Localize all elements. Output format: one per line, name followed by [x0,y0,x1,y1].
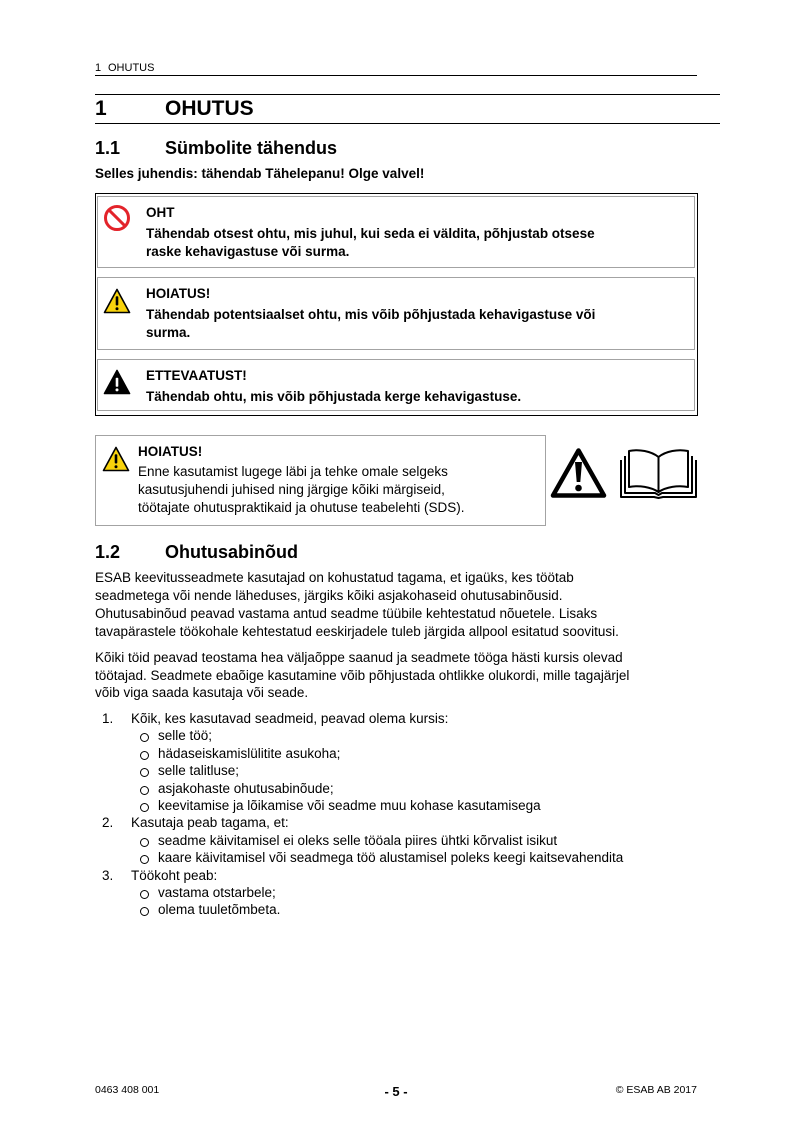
sub-list-text: olema tuuletõmbeta. [158,902,281,918]
sub-list-text: seadme käivitamisel ei oleks selle tööala piires ühtki kõrvalist isikut [158,832,558,848]
symbol-description-line: Tähendab otsest ohtu, mis juhul, kui seda ei väldita, põhjustab otsese [146,226,595,241]
sub-list-item [95,745,623,762]
section-heading-safety [95,541,298,563]
chapter-heading [95,97,254,121]
list-text: Kasutaja peab tagama, et: [131,815,289,831]
paragraph [95,569,619,641]
list-item [95,814,623,831]
symbol-entry-caution [97,359,695,411]
footer-page-number: - 5 - [384,1084,408,1099]
paragraph-line: tavapärastele töökohale kehtestatud eeskirjadele tuleb järgida allpool esitatud soovitusi. [95,624,619,639]
paragraph-line: Ohutusabinõud peavad vastama antud seadme tüübile kehtestatud nõuetele. Lisaks [95,606,598,621]
warning-triangle-icon [103,288,131,314]
notice-line: kasutusjuhendi juhised ning järgige kõiki märgiseid, [138,482,445,497]
sub-list-item [95,780,623,797]
symbol-text [146,367,521,406]
paragraph [95,649,629,702]
footer-copyright: © ESAB AB 2017 [615,1084,697,1096]
running-header-rule [95,75,697,76]
sub-list-text: keevitamise ja lõikamise või seadme muu kohase kasutamisega [158,798,541,814]
symbol-description-line: Tähendab ohtu, mis võib põhjustada kerge kehavigastuse. [146,389,522,404]
symbol-label: ETTEVAATUST! [146,368,247,383]
footer-document-number: 0463 408 001 [95,1084,160,1096]
paragraph-line: ESAB keevitusseadmete kasutajad on kohustatud tagama, et igaüks, kes töötab [95,570,574,585]
paragraph-line: võib viga saada kasutaja või seade. [95,685,309,700]
sub-list-item [95,762,623,779]
paragraph-line: Kõiki töid peavad teostama hea väljaõppe saanud ja seadmete tööga hästi kursis olevad [95,650,623,665]
chapter-title: OHUTUS [165,97,254,120]
sub-list-text: vastama otstarbele; [158,885,276,901]
list-number: 3. [102,867,114,883]
symbol-label: HOIATUS! [146,286,211,301]
warning-triangle-icon [102,446,130,472]
warning-notice [95,435,546,526]
sub-list-text: selle töö; [158,728,213,744]
symbol-entry-warning [97,277,695,350]
sub-list-text: hädaseiskamislülitite asukoha; [158,745,341,761]
sub-list-text: asjakohaste ohutusabinõude; [158,780,334,796]
symbol-description-line: Tähendab potentsiaalset ohtu, mis võib põhjustada kehavigastuse või [146,307,596,322]
general-warning-sign-icon [550,447,607,499]
symbol-text [146,204,595,260]
symbol-description-line: raske kehavigastuse või surma. [146,243,350,259]
symbol-entry-danger [97,196,695,268]
sub-list-text: selle talitluse; [158,763,240,779]
symbol-label: OHT [146,205,175,220]
sub-list-item [95,832,623,849]
section-title: Ohutusabinõud [165,542,298,562]
prohibition-icon [103,204,131,232]
sub-list-item [95,884,623,901]
list-text: Töökoht peab: [131,867,218,883]
list-item [95,710,623,727]
chapter-rule-bottom [95,123,720,124]
running-header [95,62,154,74]
list-item [95,867,623,884]
read-manual-icon [619,448,698,499]
sub-list-item [95,797,623,814]
section-number: 1.2 [95,542,121,562]
sub-list-text: kaare käivitamisel või seadmega töö alustamisel poleks keegi kaitsevahendita [158,850,624,866]
running-header-title: OHUTUS [108,62,155,74]
symbol-text [146,285,595,341]
caution-triangle-icon [103,369,131,395]
section-title: Sümbolite tähendus [165,138,338,158]
notice-text [138,463,464,517]
running-header-number: 1 [95,62,102,74]
list-number: 2. [102,815,114,831]
symbol-description-line: surma. [146,324,191,340]
symbols-intro: Selles juhendis: tähendab Tähelepanu! Olge valvel! [95,166,425,181]
list-number: 1. [102,711,114,726]
notice-label: HOIATUS! [138,444,203,459]
sub-list-item [95,849,623,866]
safety-list [95,710,623,919]
notice-line: Enne kasutamist lugege läbi ja tehke omale selgeks [138,464,448,479]
chapter-number: 1 [95,97,107,120]
section-heading-symbols [95,137,337,159]
section-number: 1.1 [95,138,121,158]
notice-line: töötajate ohutuspraktikaid ja ohutuse teabelehti (SDS). [138,500,465,515]
paragraph-line: seadmetega või nende läheduses, järgiks kõiki asjakohaseid ohutusabinõusid. [95,588,563,603]
sub-list-item [95,727,623,744]
sub-list-item [95,901,623,918]
list-text: Kõik, kes kasutavad seadmeid, peavad olema kursis: [131,711,449,726]
chapter-rule-top [95,94,720,95]
paragraph-line: töötajad. Seadmete ebaõige kasutamine võib põhjustada ohtlikke olukordi, mille tagajärjel [95,667,630,683]
